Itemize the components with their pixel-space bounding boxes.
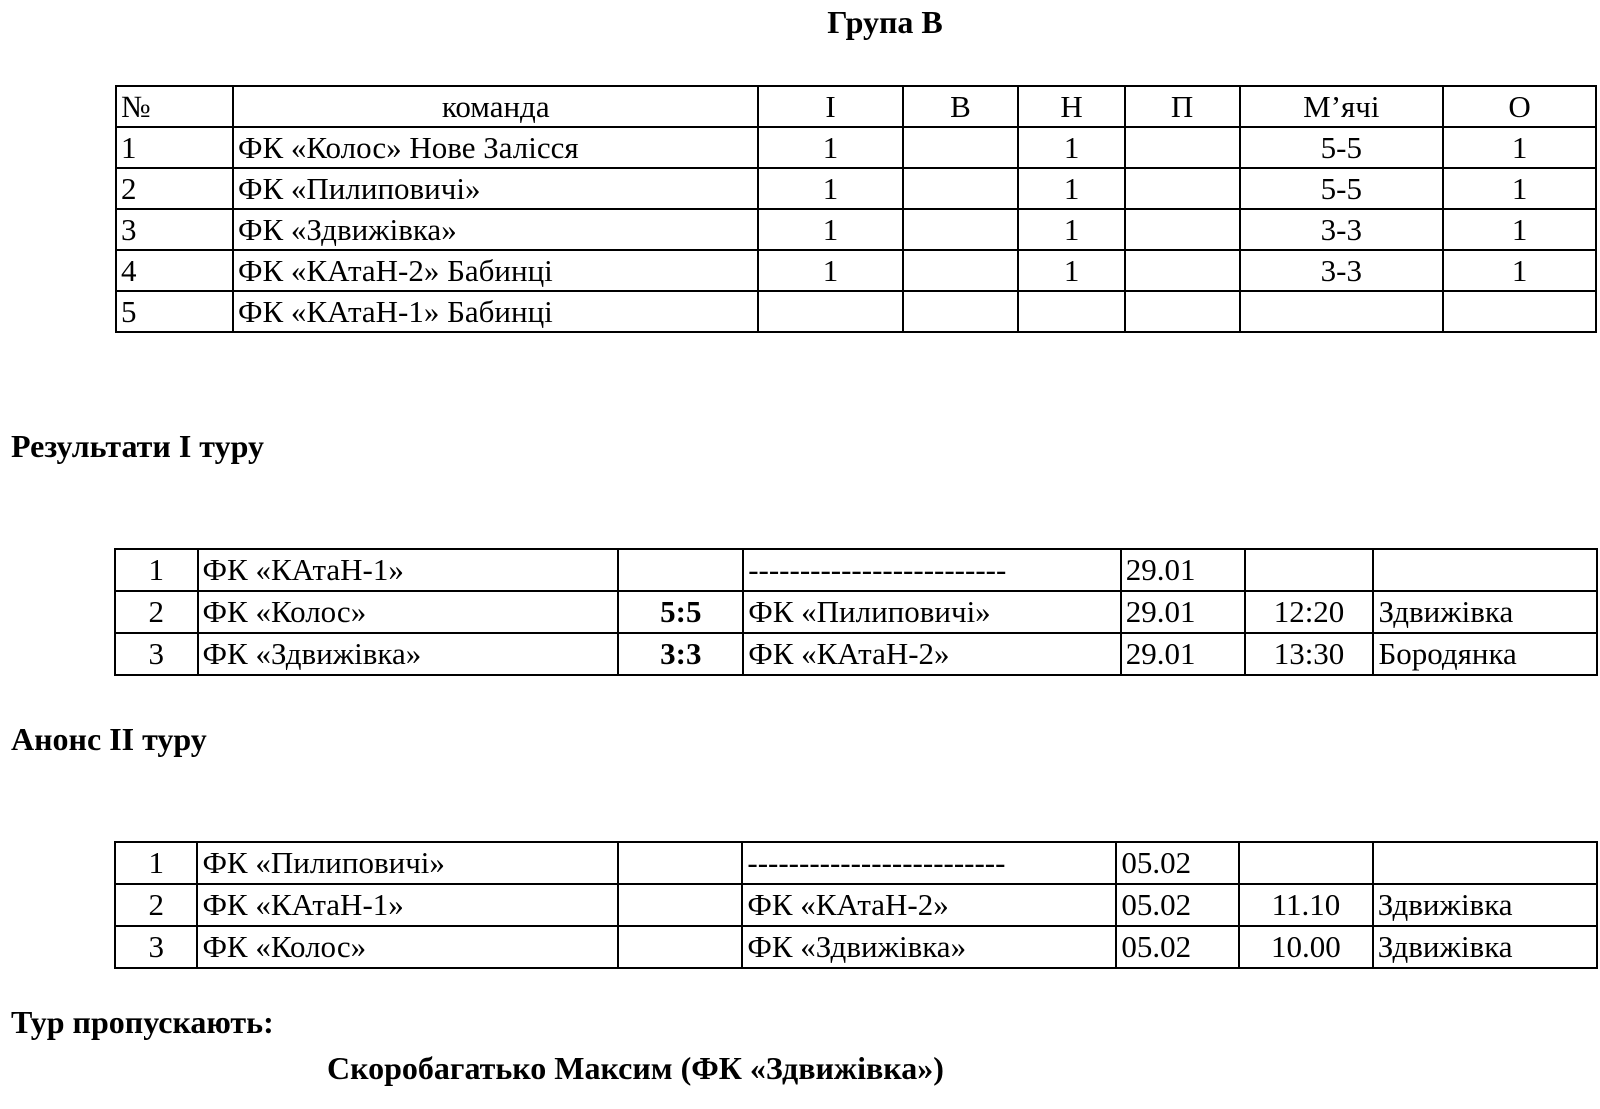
results-table	[114, 548, 1598, 676]
cell-played: 1	[758, 168, 902, 209]
away-team: ФК «КАтаН-2»	[743, 633, 1121, 675]
skip-player: Скоробагатько Максим (ФК «Здвижівка»)	[327, 1050, 944, 1086]
away-team: ФК «Здвижівка»	[742, 926, 1116, 968]
cell-losses	[1125, 209, 1240, 250]
cell-points: 1	[1443, 209, 1596, 250]
cell-draws: 1	[1018, 127, 1124, 168]
match-number: 2	[115, 884, 197, 926]
cell-played	[758, 291, 902, 332]
cell-points: 1	[1443, 127, 1596, 168]
match-number: 2	[115, 591, 198, 633]
match-time: 11.10	[1239, 884, 1373, 926]
announce-table	[114, 841, 1598, 969]
table-row	[115, 549, 1597, 591]
cell-team: ФК «Пилиповичі»	[233, 168, 758, 209]
cell-number: 4	[116, 250, 233, 291]
header-number: №	[116, 86, 233, 127]
home-team: ФК «Колос»	[198, 591, 619, 633]
home-team: ФК «Здвижівка»	[198, 633, 619, 675]
cell-wins	[903, 250, 1019, 291]
header-wins: В	[903, 86, 1019, 127]
cell-goals	[1240, 291, 1444, 332]
match-date: 05.02	[1116, 842, 1239, 884]
cell-played: 1	[758, 209, 902, 250]
cell-losses	[1125, 250, 1240, 291]
table-row	[115, 842, 1597, 884]
home-team: ФК «КАтаН-1»	[198, 549, 619, 591]
away-team: -------------------------	[742, 842, 1116, 884]
cell-team: ФК «КАтаН-2» Бабинці	[233, 250, 758, 291]
home-team: ФК «Пилиповичі»	[197, 842, 617, 884]
cell-wins	[903, 209, 1019, 250]
match-time: 12:20	[1245, 591, 1374, 633]
cell-team: ФК «Колос» Нове Залісся	[233, 127, 758, 168]
match-venue	[1373, 549, 1597, 591]
cell-played: 1	[758, 127, 902, 168]
cell-number: 1	[116, 127, 233, 168]
match-venue	[1373, 842, 1597, 884]
results-heading: Результати І туру	[11, 428, 264, 464]
cell-draws	[1018, 291, 1124, 332]
match-date: 29.01	[1121, 549, 1245, 591]
match-date: 05.02	[1116, 926, 1239, 968]
cell-points	[1443, 291, 1596, 332]
cell-draws: 1	[1018, 209, 1124, 250]
table-row	[115, 926, 1597, 968]
table-row	[115, 591, 1597, 633]
header-points: О	[1443, 86, 1596, 127]
cell-goals: 3-3	[1240, 209, 1444, 250]
announce-heading: Анонс ІІ туру	[11, 721, 207, 757]
cell-number: 3	[116, 209, 233, 250]
header-draws: Н	[1018, 86, 1124, 127]
table-row	[116, 250, 1596, 291]
cell-losses	[1125, 291, 1240, 332]
cell-wins	[903, 127, 1019, 168]
match-score: 3:3	[618, 633, 743, 675]
cell-goals: 5-5	[1240, 168, 1444, 209]
match-score	[618, 549, 743, 591]
header-goals: М’ячі	[1240, 86, 1444, 127]
cell-wins	[903, 291, 1019, 332]
match-score	[618, 926, 743, 968]
match-score: 5:5	[618, 591, 743, 633]
cell-goals: 5-5	[1240, 127, 1444, 168]
skip-heading: Тур пропускають:	[11, 1004, 274, 1040]
match-time: 10.00	[1239, 926, 1373, 968]
match-date: 29.01	[1121, 633, 1245, 675]
header-team: команда	[233, 86, 758, 127]
standings-table	[115, 85, 1597, 333]
match-time	[1245, 549, 1374, 591]
cell-goals: 3-3	[1240, 250, 1444, 291]
page-title: Група В	[827, 4, 943, 40]
table-row	[116, 209, 1596, 250]
cell-points: 1	[1443, 250, 1596, 291]
match-venue: Бородянка	[1373, 633, 1597, 675]
table-row	[116, 291, 1596, 332]
table-row	[115, 633, 1597, 675]
cell-points: 1	[1443, 168, 1596, 209]
match-venue: Здвижівка	[1373, 926, 1597, 968]
table-row	[116, 168, 1596, 209]
match-number: 1	[115, 549, 198, 591]
match-date: 05.02	[1116, 884, 1239, 926]
cell-losses	[1125, 127, 1240, 168]
header-losses: П	[1125, 86, 1240, 127]
cell-wins	[903, 168, 1019, 209]
match-time: 13:30	[1245, 633, 1374, 675]
match-number: 1	[115, 842, 197, 884]
cell-draws: 1	[1018, 168, 1124, 209]
cell-losses	[1125, 168, 1240, 209]
header-played: І	[758, 86, 902, 127]
table-row	[115, 884, 1597, 926]
away-team: ФК «КАтаН-2»	[742, 884, 1116, 926]
cell-team: ФК «Здвижівка»	[233, 209, 758, 250]
cell-draws: 1	[1018, 250, 1124, 291]
home-team: ФК «Колос»	[197, 926, 617, 968]
home-team: ФК «КАтаН-1»	[197, 884, 617, 926]
away-team: ФК «Пилиповичі»	[743, 591, 1121, 633]
match-number: 3	[115, 633, 198, 675]
match-date: 29.01	[1121, 591, 1245, 633]
match-time	[1239, 842, 1373, 884]
match-venue: Здвижівка	[1373, 591, 1597, 633]
table-row	[116, 127, 1596, 168]
match-score	[618, 842, 743, 884]
match-score	[618, 884, 743, 926]
standings-header-row	[116, 86, 1596, 127]
cell-number: 2	[116, 168, 233, 209]
cell-team: ФК «КАтаН-1» Бабинці	[233, 291, 758, 332]
cell-number: 5	[116, 291, 233, 332]
away-team: -------------------------	[743, 549, 1121, 591]
cell-played: 1	[758, 250, 902, 291]
match-venue: Здвижівка	[1373, 884, 1597, 926]
match-number: 3	[115, 926, 197, 968]
